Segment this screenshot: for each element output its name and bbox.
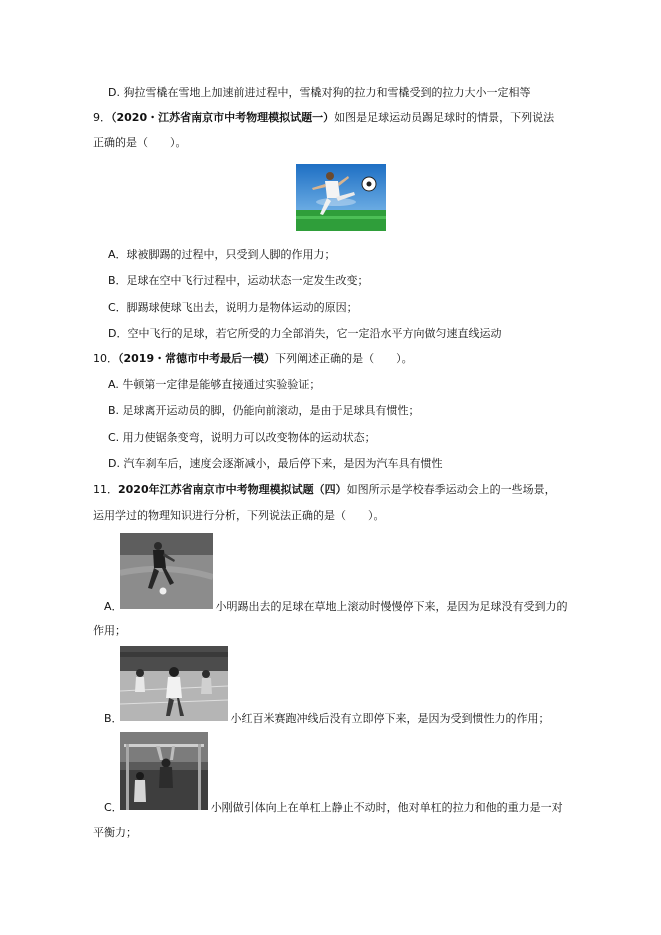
q11-photo-b <box>120 646 228 721</box>
q9-soccer-photo <box>296 164 386 231</box>
q11-option-a-cont: 作用； <box>93 624 126 637</box>
q9-option-a: A．球被脚踢的过程中，只受到人脚的作用力； <box>108 248 336 261</box>
q10-option-c: C. 用力使锯条变弯，说明力可以改变物体的运动状态； <box>108 431 376 444</box>
q11-option-c <box>104 801 563 815</box>
q10-number: 10． <box>93 352 118 365</box>
q11-option-a-label: A． <box>104 600 123 613</box>
q11-option-a <box>104 600 568 614</box>
q11-option-c-text: 小刚做引体向上在单杠上静止不动时，他对单杠的拉力和他的重力是一对 <box>210 801 563 814</box>
q9-stem-2: 正确的是（ ）。 <box>93 136 187 149</box>
q10-option-d: D. 汽车刹车后，速度会逐渐减小，最后停下来，是因为汽车具有惯性 <box>108 457 443 470</box>
q11-photo-c <box>120 732 208 810</box>
q11-option-c-label: C． <box>104 801 123 814</box>
q9-number: 9． <box>93 111 111 124</box>
q9-option-d: D．空中飞行的足球，若它所受的力全部消失，它一定沿水平方向做匀速直线运动 <box>108 327 502 340</box>
q10-option-b: B. 足球离开运动员的脚，仍能向前滚动，是由于足球具有惯性； <box>108 404 420 417</box>
q11-stem-2: 运用学过的物理知识进行分析，下列说法正确的是（ ）。 <box>93 509 385 522</box>
q10-header <box>93 352 413 366</box>
q11-option-b-label: B． <box>104 712 123 725</box>
q10-source: （2019・常德市中考最后一模） <box>118 352 276 365</box>
q11-option-b <box>104 712 550 726</box>
q9-stem-1: 如图是足球运动员踢足球时的情景，下列说法 <box>334 111 555 124</box>
q11-stem-1: 如图所示是学校春季运动会上的一些场景， <box>346 483 556 496</box>
q9-option-b: B．足球在空中飞行过程中，运动状态一定发生改变； <box>108 274 369 287</box>
q11-option-a-text: 小明踢出去的足球在草地上滚动时慢慢停下来，是因为足球没有受到力的 <box>215 600 568 613</box>
q8-option-d: D. 狗拉雪橇在雪地上加速前进过程中，雪橇对狗的拉力和雪橇受到的拉力大小一定相等 <box>108 86 531 99</box>
q9-source: （2020・江苏省南京市中考物理模拟试题一） <box>111 111 335 124</box>
q11-option-c-cont: 平衡力； <box>93 826 137 839</box>
q11-number: 11． <box>93 483 118 496</box>
q11-header <box>93 483 556 497</box>
q11-source: 2020年江苏省南京市中考物理模拟试题（四） <box>118 483 347 496</box>
q10-stem: 下列阐述正确的是（ ）。 <box>275 352 413 365</box>
q9-header <box>93 111 554 125</box>
q11-option-b-text: 小红百米赛跑冲线后没有立即停下来，是因为受到惯性力的作用； <box>230 712 550 725</box>
q10-option-a: A. 牛顿第一定律是能够直接通过实验验证； <box>108 378 321 391</box>
q11-photo-a <box>120 533 213 609</box>
q9-option-c: C．脚踢球使球飞出去，说明力是物体运动的原因； <box>108 301 358 314</box>
